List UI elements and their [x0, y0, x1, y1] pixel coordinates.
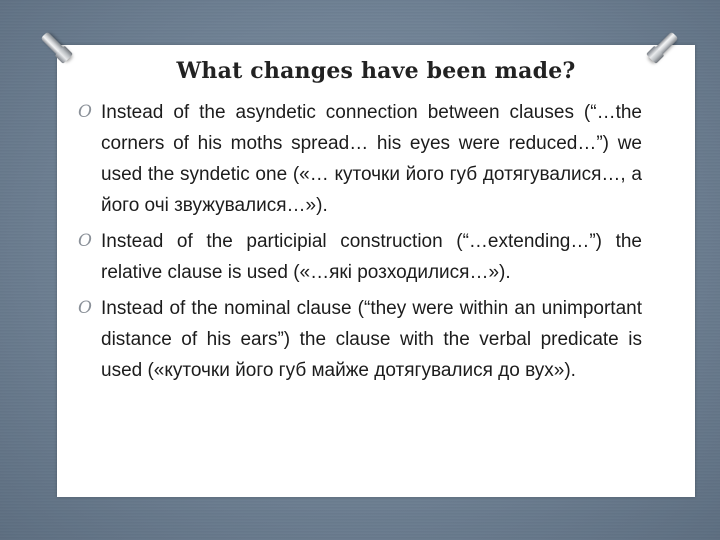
bullet-item: [78, 293, 642, 386]
bullet-marker-icon: O: [78, 102, 92, 122]
bullet-marker-icon: O: [78, 298, 92, 318]
bullet-list: [78, 97, 642, 391]
bullet-text: Instead of the participial construction (“…extending…”) the relative clause is used («…які розходилися…»).: [101, 231, 642, 283]
bullet-marker-icon: O: [78, 231, 92, 251]
bullet-text: Instead of the asyndetic connection between clauses (“…the corners of his moths spread… his eyes were reduced…”) we used the syndetic one («… куточки його губ дотягувалися…, а його очі звужувалися…»).: [101, 102, 642, 216]
bullet-text: Instead of the nominal clause (“they were within an unimportant distance of his ears”) the clause with the verbal predicate is used («куточки його губ майже дотягувалися до вух»).: [101, 298, 642, 381]
bullet-item: [78, 97, 642, 221]
slide-title: What changes have been made?: [176, 58, 576, 84]
bullet-item: [78, 226, 642, 288]
